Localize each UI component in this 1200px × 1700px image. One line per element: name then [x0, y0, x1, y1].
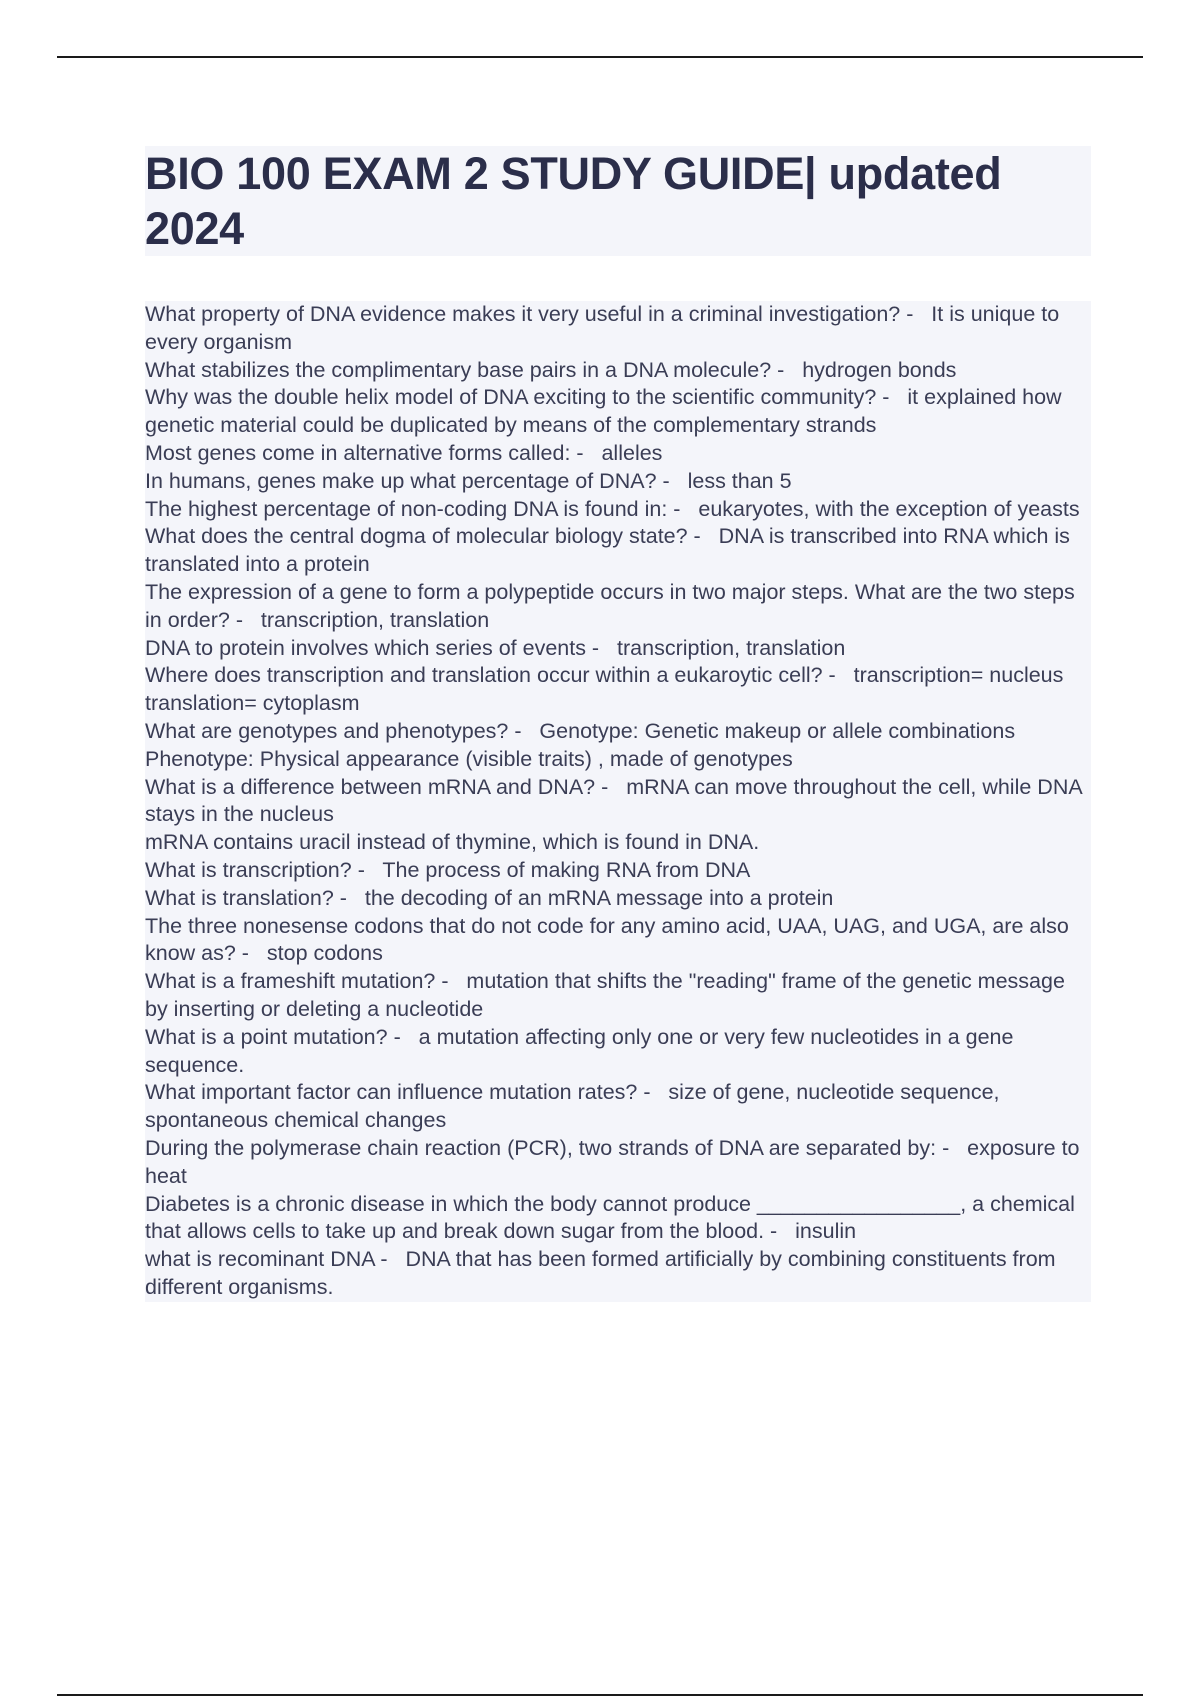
qa-question: What is a point mutation? - [145, 1024, 407, 1049]
qa-item [145, 301, 1091, 357]
page-bottom-rule [57, 1694, 1143, 1696]
qa-question: Why was the double helix model of DNA exciting to the scientific community? - [145, 385, 896, 410]
qa-question: What is a difference between mRNA and DNA? - [145, 774, 615, 799]
qa-item [145, 662, 1091, 718]
qa-item [145, 635, 1091, 663]
qa-item [145, 1079, 1091, 1135]
qa-answer: mRNA can move throughout the cell, while DNA stays in the nucleus mRNA contains uracil instead of thymine, which is found in DNA. [145, 774, 1082, 855]
qa-item [145, 718, 1091, 774]
qa-question: What is a frameshift mutation? - [145, 969, 455, 994]
qa-question: Most genes come in alternative forms called: - [145, 440, 590, 465]
qa-answer: transcription, translation [248, 607, 490, 632]
qa-item [145, 774, 1091, 857]
qa-question: Where does transcription and translation occur within a eukaroytic cell? - [145, 663, 842, 688]
qa-question: What is translation? - [145, 885, 353, 910]
qa-item [145, 468, 1091, 496]
qa-answer: mutation that shifts the "reading" frame of the genetic message by inserting or deleting a nucleotide [145, 969, 1071, 1021]
page-title: BIO 100 EXAM 2 STUDY GUIDE| updated 2024 [145, 148, 1002, 254]
qa-item [145, 1024, 1091, 1080]
qa-question: What are genotypes and phenotypes? - [145, 718, 528, 743]
qa-answer: DNA that has been formed artificially by combining constituents from different organisms. [145, 1247, 1062, 1299]
qa-answer: The process of making RNA from DNA [370, 857, 751, 882]
qa-question: what is recominant DNA - [145, 1247, 394, 1272]
qa-answer: transcription= nucleus translation= cytoplasm [145, 663, 1064, 716]
qa-item [145, 913, 1091, 969]
qa-answer: a mutation affecting only one or very few nucleotides in a gene sequence. [145, 1024, 1020, 1077]
qa-question: What property of DNA evidence makes it very useful in a criminal investigation? - [145, 302, 920, 326]
qa-item [145, 1135, 1091, 1191]
qa-question: The highest percentage of non-coding DNA is found in: - [145, 496, 687, 521]
qa-item [145, 885, 1091, 913]
qa-item [145, 523, 1091, 579]
qa-question: What important factor can influence mutation rates? - [145, 1080, 657, 1105]
qa-question: Diabetes is a chronic disease in which the body cannot produce _________________, a chemical that allows cells to take up and break down sugar from the blood. - [145, 1191, 1081, 1244]
qa-answer: It is unique to every organism [145, 302, 1066, 354]
qa-answer: insulin [783, 1219, 857, 1244]
qa-item [145, 1246, 1091, 1302]
qa-question: The expression of a gene to form a polypeptide occurs in two major steps. What are the two steps in order? - [145, 579, 1081, 632]
qa-answer: alleles [589, 440, 663, 465]
qa-item [145, 357, 1091, 385]
qa-list [145, 301, 1091, 1302]
qa-item [145, 857, 1091, 885]
qa-answer: eukaryotes, with the exception of yeasts [686, 496, 1080, 521]
qa-answer: exposure to heat [145, 1135, 1086, 1188]
qa-question: The three nonesense codons that do not code for any amino acid, UAA, UAG, and UGA, are also know as? - [145, 913, 1075, 966]
qa-question: In humans, genes make up what percentage of DNA? - [145, 468, 676, 493]
qa-answer: transcription, translation [605, 635, 846, 660]
page-top-rule [57, 56, 1143, 58]
qa-item [145, 384, 1091, 440]
title-block [145, 146, 1091, 256]
qa-question: What stabilizes the complimentary base pairs in a DNA molecule? - [145, 357, 791, 382]
qa-question: What does the central dogma of molecular biology state? - [145, 524, 707, 549]
qa-item [145, 579, 1091, 635]
qa-item [145, 496, 1091, 524]
qa-answer: stop codons [254, 941, 383, 966]
qa-question: What is transcription? - [145, 857, 371, 882]
qa-answer: DNA is transcribed into RNA which is translated into a protein [145, 524, 1076, 577]
qa-question: DNA to protein involves which series of events - [145, 635, 606, 660]
qa-item [145, 968, 1091, 1024]
qa-answer: less than 5 [675, 468, 792, 493]
qa-question: During the polymerase chain reaction (PCR), two strands of DNA are separated by: - [145, 1135, 956, 1160]
qa-answer: the decoding of an mRNA message into a protein [352, 885, 834, 910]
qa-answer: Genotype: Genetic makeup or allele combinations Phenotype: Physical appearance (visible traits) , made of genotypes [145, 718, 1016, 771]
qa-item [145, 440, 1091, 468]
qa-answer: size of gene, nucleotide sequence, spontaneous chemical changes [145, 1080, 1006, 1133]
qa-item [145, 1191, 1091, 1247]
qa-answer: it explained how genetic material could be duplicated by means of the complementary strands [145, 385, 1068, 438]
qa-answer: hydrogen bonds [790, 357, 957, 382]
